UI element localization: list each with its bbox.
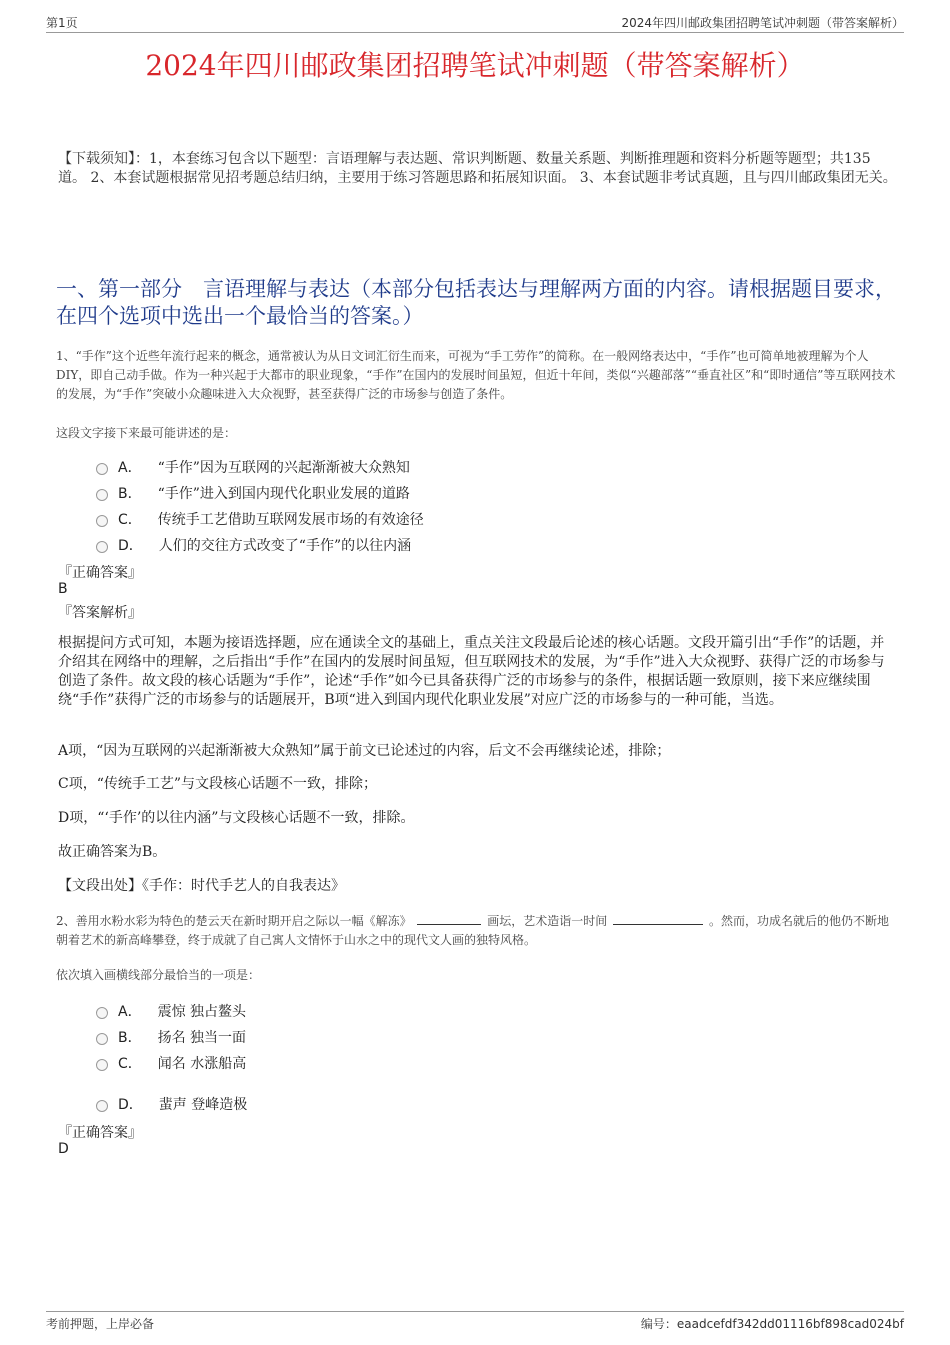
option-text: “手作”进入到国内现代化职业发展的道路 — [157, 486, 410, 502]
footer-slogan: 考前押题，上岸必备 — [46, 1317, 155, 1331]
question-1-option-d[interactable] — [96, 535, 411, 555]
analysis-label: 『答案解析』 — [58, 605, 142, 621]
question-1-prompt: 这段文字接下来最可能讲述的是： — [56, 426, 237, 440]
option-text: 扬名 独当一面 — [157, 1030, 247, 1046]
question-2-text-part: 2、善用水粉水彩为特色的楚云天在新时期开启之际以一幅《解冻》 — [56, 914, 412, 928]
question-1-option-c[interactable] — [96, 509, 424, 529]
radio-icon[interactable] — [96, 489, 108, 501]
document-code — [641, 1315, 904, 1332]
option-letter: B． — [118, 1030, 142, 1046]
option-text: “手作”因为互联网的兴起渐渐被大众熟知 — [157, 460, 410, 476]
option-letter: B． — [118, 486, 142, 502]
footer-divider — [46, 1311, 904, 1312]
option-letter: D． — [118, 1097, 143, 1113]
correct-answer: B — [58, 581, 68, 597]
radio-icon[interactable] — [96, 541, 108, 553]
section-heading: 一、第一部分 言语理解与表达（本部分包括表达与理解两方面的内容。请根据题目要求，在四个选项中选出一个最恰当的答案。） — [56, 277, 896, 328]
question-2-option-c[interactable] — [96, 1053, 246, 1073]
analysis-paragraph: D项，“‘手作’的以往内涵”与文段核心话题不一致，排除。 — [58, 810, 415, 826]
option-letter: D． — [118, 538, 143, 554]
fill-blank — [417, 912, 481, 925]
question-1-text: 1、“手作”这个近些年流行起来的概念，通常被认为从日文词汇衍生而来，可视为“手工劳作”的简称。在一般网络表达中，“手作”也可简单地被理解为个人DIY，即自己动手做。作为一种兴起于大都市的职业现象，“手作”在国内的发展时间虽短，但近十年间，类似“兴趣部落”“垂直社区”和“即时通信”等互联网技术的发展，为“手作”突破小众趣味进入大众视野，甚至获得广泛的市场参与创造了条件。 — [56, 349, 896, 401]
running-title: 2024年四川邮政集团招聘笔试冲刺题（带答案解析） — [621, 16, 904, 30]
question-2-text-part: 画坛，艺术造诣一时间 — [487, 914, 608, 928]
radio-icon[interactable] — [96, 515, 108, 527]
page-number: 第1页 — [46, 16, 78, 30]
option-letter: A． — [118, 460, 142, 476]
option-text: 人们的交往方式改变了“手作”的以往内涵 — [158, 538, 412, 554]
radio-icon[interactable] — [96, 1100, 108, 1112]
download-notice: 【下载须知】：1，本套练习包含以下题型：言语理解与表达题、常识判断题、数量关系题、判断推理题和资料分析题等题型；共135道。 2、本套试题根据常见招考题总结归纳，主要用于练习答题思路和拓展知识面。 3、本套试题非考试真题，且与四川邮政集团无关。 — [58, 151, 897, 186]
radio-icon[interactable] — [96, 1033, 108, 1045]
document-code-value: eaadcefdf342dd01116bf898cad024bf — [676, 1317, 904, 1331]
option-letter: C． — [118, 1056, 142, 1072]
analysis-paragraph: 根据提问方式可知，本题为接语选择题，应在通读全文的基础上，重点关注文段最后论述的核心话题。文段开篇引出“手作”的话题，并介绍其在网络中的理解，之后指出“手作”在国内的发展时间虽短，但互联网技术的发展，为“手作”进入大众视野、获得广泛的市场参与创造了条件。故文段的核心话题为“手作”，论述“手作”如今已具备获得广泛的市场参与的条件，根据话题一致原则，接下来应继续围绕“手作”获得广泛的市场参与的话题展开，B项“进入到国内现代化职业发展”对应广泛的市场参与的一种可能，当选。 — [58, 635, 885, 708]
option-text: 闻名 水涨船高 — [157, 1056, 247, 1072]
fill-blank — [613, 912, 703, 925]
analysis-paragraph: C项，“传统手工艺”与文段核心话题不一致，排除； — [58, 776, 378, 792]
question-1-option-b[interactable] — [96, 483, 410, 503]
question-2-text — [56, 912, 896, 950]
radio-icon[interactable] — [96, 463, 108, 475]
question-2-option-b[interactable] — [96, 1027, 246, 1047]
question-2-prompt: 依次填入画横线部分最恰当的一项是： — [56, 968, 261, 982]
question-2-option-a[interactable] — [96, 1001, 246, 1021]
document-code-label: 编号： — [640, 1317, 677, 1331]
option-text: 蜚声 登峰造极 — [158, 1097, 248, 1113]
analysis-paragraph: A项，“因为互联网的兴起渐渐被大众熟知”属于前文已论述过的内容，后文不会再继续论述，排除； — [58, 743, 671, 759]
correct-answer-label: 『正确答案』 — [58, 1125, 142, 1141]
question-2-text-part: 。然而，功成名就后的他仍不断地朝着艺术的新高峰攀登，终于成就了自己寓人文情怀于山水之中的现代文人画的独特风格。 — [56, 914, 889, 947]
option-text: 传统手工艺借助互联网发展市场的有效途径 — [157, 512, 424, 528]
radio-icon[interactable] — [96, 1059, 108, 1071]
correct-answer-label: 『正确答案』 — [58, 565, 142, 581]
source-citation: 【文段出处】《手作：时代手艺人的自我表达》 — [58, 878, 345, 894]
document-title: 2024年四川邮政集团招聘笔试冲刺题（带答案解析） — [145, 49, 805, 82]
option-text: 震惊 独占鳌头 — [157, 1004, 247, 1020]
header-divider — [46, 32, 904, 33]
option-letter: C． — [118, 512, 142, 528]
correct-answer: D — [58, 1141, 69, 1157]
question-1-option-a[interactable] — [96, 457, 410, 477]
question-2-option-d[interactable] — [96, 1094, 247, 1114]
analysis-paragraph: 故正确答案为B。 — [58, 844, 167, 860]
option-letter: A． — [118, 1004, 142, 1020]
radio-icon[interactable] — [96, 1007, 108, 1019]
